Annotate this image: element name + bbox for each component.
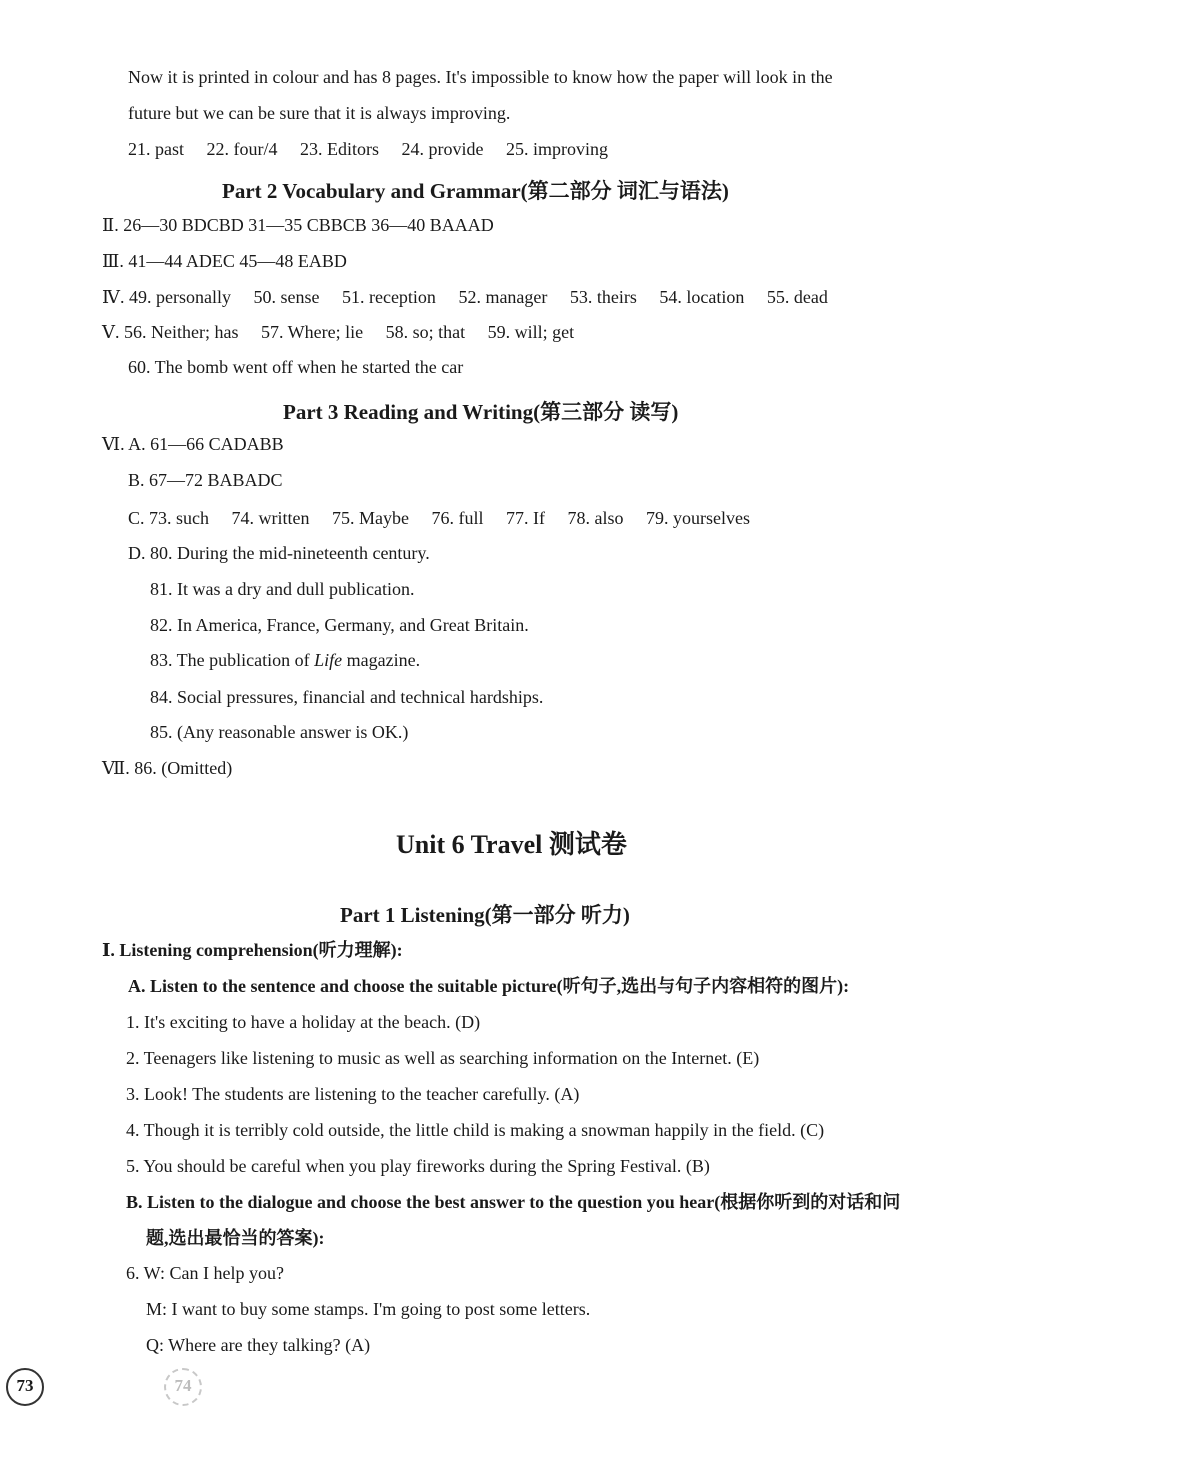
answer-22: 22. four/4 — [206, 139, 278, 159]
answer-49: Ⅳ. 49. personally — [102, 287, 231, 307]
section-II: Ⅱ. 26—30 BDCBD 31—35 CBBCB 36—40 BAAAD — [102, 215, 494, 235]
answer-76: 76. full — [431, 508, 484, 528]
listening-3: 3. Look! The students are listening to the teacher carefully. (A) — [126, 1084, 580, 1104]
part1-title: Part 1 Listening(第一部分 听力) — [340, 903, 630, 927]
answer-51: 51. reception — [341, 287, 436, 307]
answer-74: 74. written — [231, 508, 310, 528]
answer-57: 57. Where; lie — [260, 322, 364, 342]
answer-84: 84. Social pressures, financial and technical hardships. — [150, 687, 544, 707]
listening-2: 2. Teenagers like listening to music as well as searching information on the Internet. (E) — [126, 1048, 760, 1068]
answer-81: 81. It was a dry and dull publication. — [150, 579, 415, 599]
section-V — [102, 321, 574, 343]
mirrored-page-number: 74 — [164, 1368, 202, 1406]
answer-82: 82. In America, France, Germany, and Great Britain. — [150, 615, 529, 635]
part3-title: Part 3 Reading and Writing(第三部分 读写) — [283, 400, 679, 424]
section-I: Ⅰ. Listening comprehension(听力理解): — [102, 940, 403, 960]
answer-77: 77. If — [505, 508, 545, 528]
answer-53: 53. theirs — [569, 287, 637, 307]
section-I-B-line1: B. Listen to the dialogue and choose the best answer to the question you hear(根据你听到的对话和问 — [126, 1192, 901, 1212]
answer-25: 25. improving — [505, 139, 608, 159]
answer-78: 78. also — [567, 508, 624, 528]
section-I-B-line2: 题,选出最恰当的答案): — [146, 1228, 325, 1248]
answer-24: 24. provide — [401, 139, 484, 159]
listening-5: 5. You should be careful when you play fireworks during the Spring Festival. (B) — [126, 1156, 710, 1176]
answer-52: 52. manager — [458, 287, 548, 307]
answer-60: 60. The bomb went off when he started the car — [128, 357, 464, 377]
answer-54: 54. location — [659, 287, 745, 307]
section-VI-A: Ⅵ. A. 61—66 CADABB — [102, 434, 284, 454]
unit-title: Unit 6 Travel 测试卷 — [396, 830, 627, 859]
answer-56: Ⅴ. 56. Neither; has — [102, 322, 239, 342]
listening-4: 4. Though it is terribly cold outside, the little child is making a snowman happily in the field. (C) — [126, 1120, 825, 1140]
section-VII: Ⅶ. 86. (Omitted) — [102, 758, 233, 778]
section-I-A: A. Listen to the sentence and choose the suitable picture(听句子,选出与句子内容相符的图片): — [128, 976, 850, 996]
dialogue-6-w: 6. W: Can I help you? — [126, 1263, 284, 1283]
answer-55: 55. dead — [766, 287, 828, 307]
listening-1: 1. It's exciting to have a holiday at the beach. (D) — [126, 1012, 481, 1032]
answer-58: 58. so; that — [385, 322, 466, 342]
page-number: 73 — [6, 1368, 44, 1406]
section-VI-C — [128, 507, 750, 529]
section-VI-B: B. 67—72 BABADC — [128, 470, 283, 490]
answer-50: 50. sense — [253, 287, 320, 307]
answer-21: 21. past — [128, 139, 184, 159]
section-IV — [102, 286, 828, 308]
answer-79: 79. yourselves — [645, 508, 750, 528]
text-line-2: future but we can be sure that it is always improving. — [128, 103, 511, 123]
part2-title: Part 2 Vocabulary and Grammar(第二部分 词汇与语法) — [222, 179, 729, 203]
answer-83: 83. The publication of Life magazine. — [150, 650, 421, 670]
answers-21-25 — [128, 138, 608, 160]
section-VI-D: D. 80. During the mid-nineteenth century. — [128, 543, 430, 563]
left-margin-bleed — [0, 60, 95, 1420]
answer-73: C. 73. such — [128, 508, 209, 528]
dialogue-6-q: Q: Where are they talking? (A) — [146, 1335, 371, 1355]
answer-23: 23. Editors — [300, 139, 379, 159]
life-magazine-italic: Life — [314, 650, 343, 670]
dialogue-6-m: M: I want to buy some stamps. I'm going to post some letters. — [146, 1299, 591, 1319]
answer-75: 75. Maybe — [332, 508, 409, 528]
answer-59: 59. will; get — [487, 322, 575, 342]
text-line-1: Now it is printed in colour and has 8 pages. It's impossible to know how the paper will look in the — [128, 67, 833, 87]
answer-85: 85. (Any reasonable answer is OK.) — [150, 722, 409, 742]
section-III: Ⅲ. 41—44 ADEC 45—48 EABD — [102, 251, 347, 271]
